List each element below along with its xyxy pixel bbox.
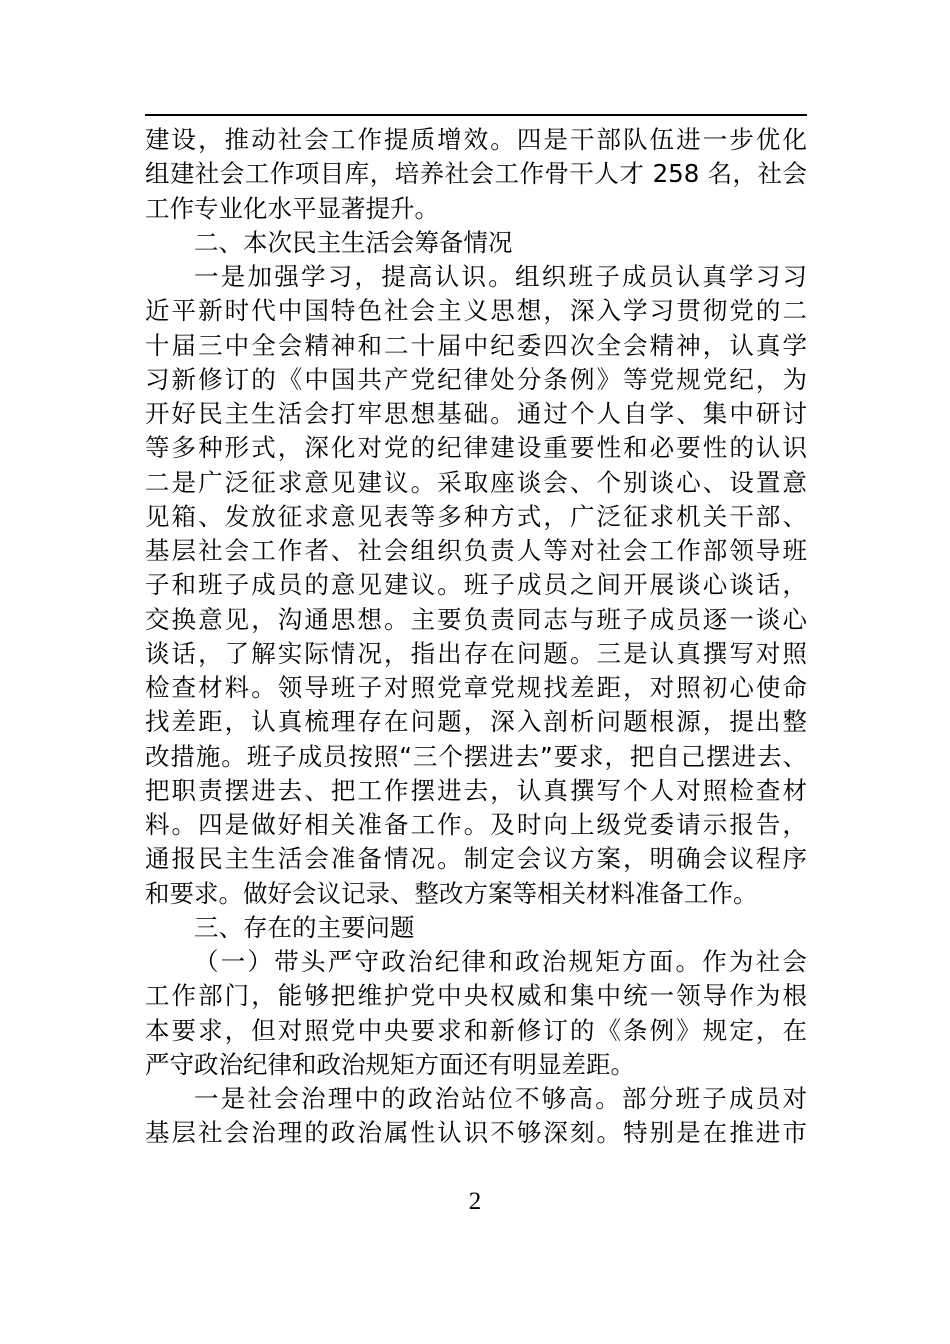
text-line: 一是社会治理中的政治站位不够高。部分班子成员对 [194, 1084, 807, 1113]
text-line: 基层社会治理的政治属性认识不够深刻。特别是在推进市 [145, 1118, 807, 1148]
text-line: 严守政治纪律和政治规矩方面还有明显差距。 [145, 1049, 635, 1079]
text-line: 三、存在的主要问题 [194, 912, 415, 942]
text-line: 交换意见，沟通思想。主要负责同志与班子成员逐一谈心 [145, 604, 807, 634]
text-line: 一是加强学习，提高认识。组织班子成员认真学习习 [194, 262, 807, 291]
text-line: 习新修订的《中国共产党纪律处分条例》等党规党纪，为 [145, 364, 807, 394]
text-line: 组建社会工作项目库，培养社会工作骨干人才 258 名，社会 [145, 159, 807, 189]
text-line: 本要求，但对照党中央要求和新修订的《条例》规定，在 [145, 1015, 807, 1045]
text-line: 开好民主生活会打牢思想基础。通过个人自学、集中研讨 [145, 399, 807, 428]
text-line: 工作部门，能够把维护党中央权威和集中统一领导作为根 [145, 981, 807, 1011]
text-line: 和要求。做好会议记录、整改方案等相关材料准备工作。 [145, 878, 758, 908]
text-line: 子和班子成员的意见建议。班子成员之间开展谈心谈话， [145, 570, 807, 600]
text-line: 二是广泛征求意见建议。采取座谈会、个别谈心、设置意 [145, 467, 807, 497]
text-line: 谈话，了解实际情况，指出存在问题。三是认真撰写对照 [145, 638, 807, 668]
header-rule [145, 114, 807, 116]
text-line: 等多种形式，深化对党的纪律建设重要性和必要性的认识 [145, 433, 807, 463]
text-line: 建设，推动社会工作提质增效。四是干部队伍进一步优化 [145, 125, 807, 154]
text-line: 料。四是做好相关准备工作。及时向上级党委请示报告， [145, 810, 807, 839]
text-line: （一）带头严守政治纪律和政治规矩方面。作为社会 [194, 947, 807, 976]
text-line: 通报民主生活会准备情况。制定会议方案，明确会议程序 [145, 844, 807, 874]
text-line: 改措施。班子成员按照“三个摆进去”要求，把自己摆进去、 [145, 741, 807, 771]
text-line: 工作专业化水平显著提升。 [145, 193, 439, 223]
text-line: 十届三中全会精神和二十届中纪委四次全会精神，认真学 [145, 330, 807, 360]
text-line: 找差距，认真梳理存在问题，深入剖析问题根源，提出整 [145, 707, 807, 737]
text-line: 基层社会工作者、社会组织负责人等对社会工作部领导班 [145, 536, 807, 565]
document-body [145, 123, 807, 1151]
text-line: 检查材料。领导班子对照党章党规找差距，对照初心使命 [145, 673, 807, 702]
page-number: 2 [468, 1188, 482, 1215]
text-line: 把职责摆进去、把工作摆进去，认真撰写个人对照检查材 [145, 775, 807, 805]
text-line: 二、本次民主生活会筹备情况 [194, 227, 513, 257]
text-line: 见箱、发放征求意见表等多种方式，广泛征求机关干部、 [145, 501, 807, 531]
text-line: 近平新时代中国特色社会主义思想，深入学习贯彻党的二 [145, 296, 807, 326]
